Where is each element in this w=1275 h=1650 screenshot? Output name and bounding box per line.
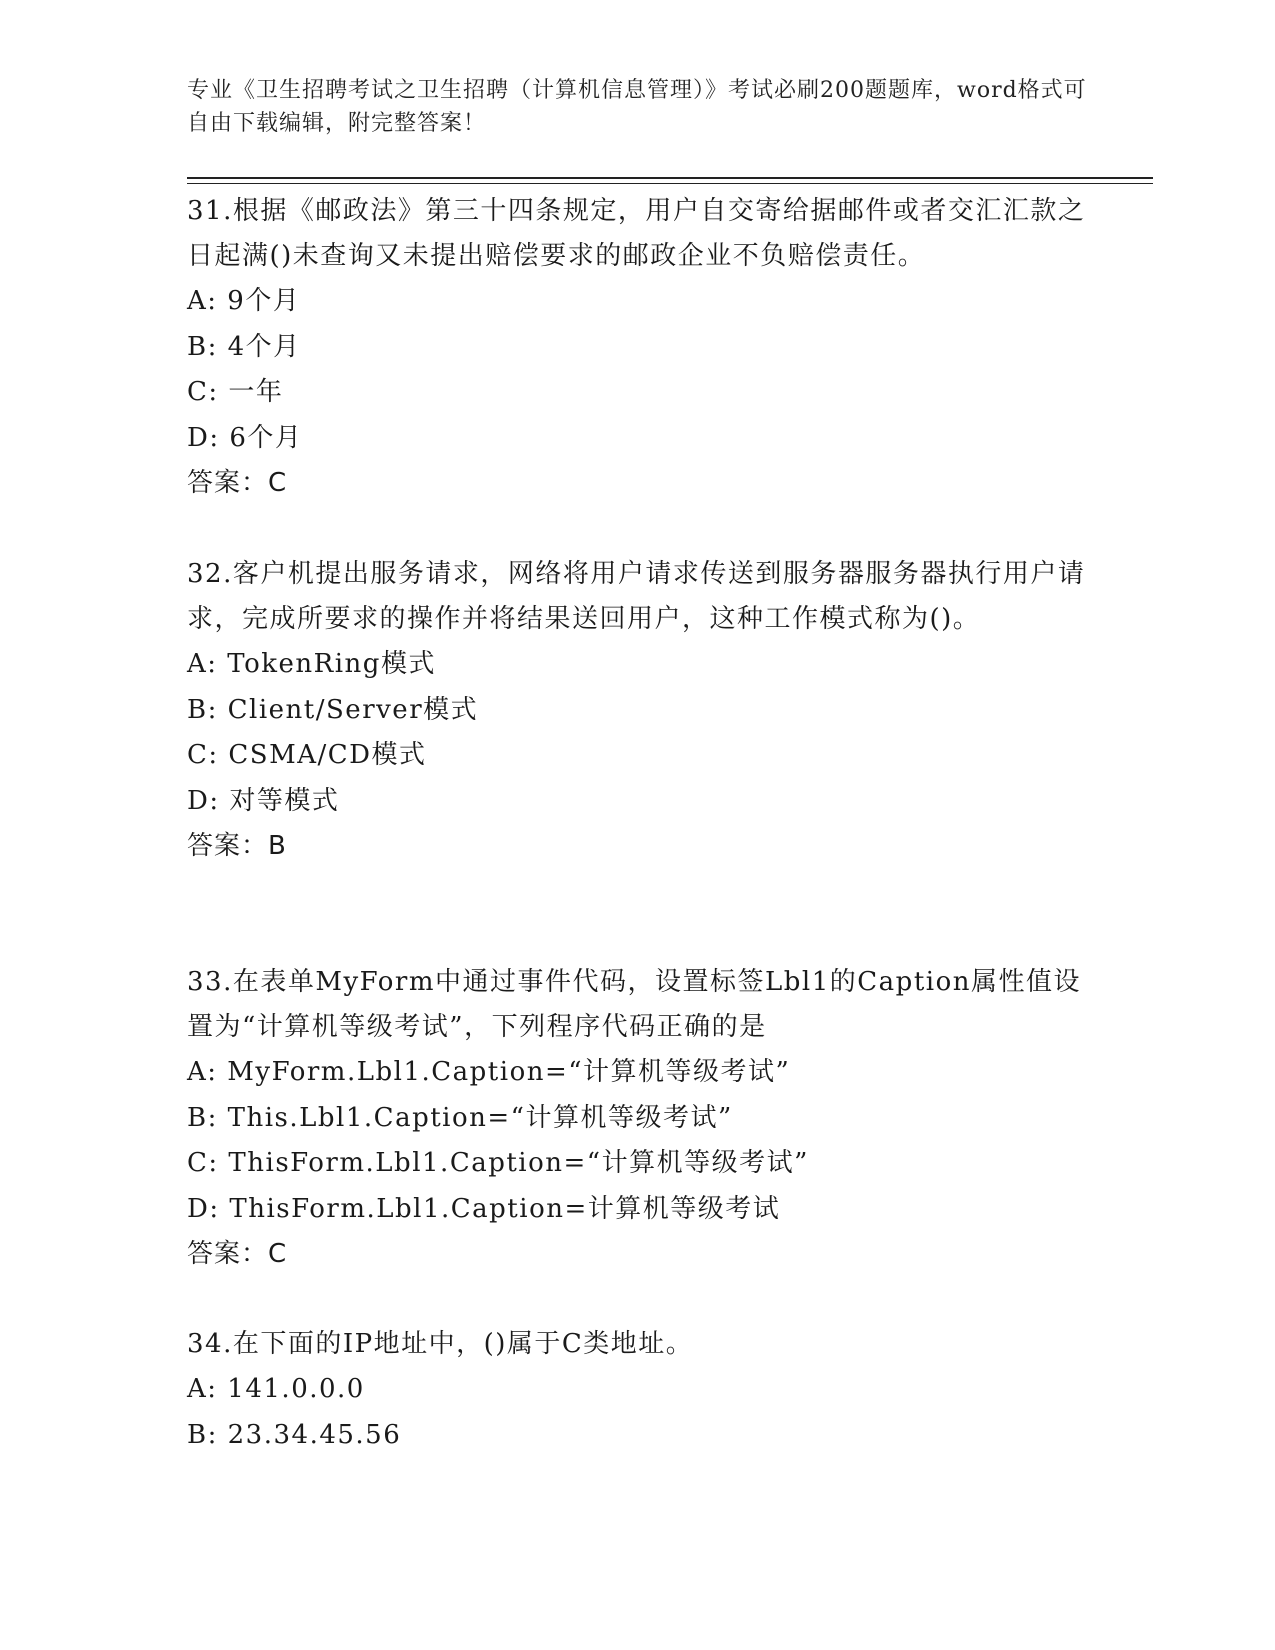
- question-stem: 31.根据《邮政法》第三十四条规定，用户自交寄给据邮件或者交汇汇款之日起满()未查询又未提出赔偿要求的邮政企业不负赔偿责任。: [187, 196, 1086, 271]
- question-31: [187, 189, 1087, 506]
- question-stem: 34.在下面的IP地址中，()属于C类地址。: [187, 1329, 694, 1359]
- option-d: D: 6个月: [187, 422, 303, 453]
- question-32: [187, 552, 1087, 869]
- option-d: D: 对等模式: [187, 785, 340, 816]
- option-a: A: 141.0.0.0: [187, 1374, 365, 1404]
- question-34: [187, 1322, 1087, 1458]
- question-stem: 33.在表单MyForm中通过事件代码，设置标签Lbl1的Caption属性值设置为“计算机等级考试”，下列程序代码正确的是: [187, 967, 1081, 1042]
- option-b: B: 4个月: [187, 331, 301, 362]
- option-b: B: 23.34.45.56: [187, 1419, 402, 1450]
- question-33: [187, 960, 1087, 1277]
- answer-label: 答案：B: [187, 831, 287, 861]
- option-b: B: This.Lbl1.Caption=“计算机等级考试”: [187, 1102, 733, 1133]
- option-a: A: 9个月: [187, 286, 301, 316]
- option-a: A: TokenRing模式: [187, 649, 436, 679]
- answer-label: 答案：C: [187, 1239, 288, 1269]
- option-c: C: ThisForm.Lbl1.Caption=“计算机等级考试”: [187, 1148, 809, 1178]
- document-header: 专业《卫生招聘考试之卫生招聘（计算机信息管理）》考试必刷200题题库，word格式可自由下载编辑，附完整答案！: [187, 78, 1087, 136]
- header-rule-thick: [187, 177, 1153, 179]
- option-d: D: ThisForm.Lbl1.Caption=计算机等级考试: [187, 1193, 781, 1224]
- option-c: C: 一年: [187, 377, 284, 407]
- header-rule-thin: [187, 183, 1153, 184]
- option-b: B: Client/Server模式: [187, 694, 479, 725]
- question-stem: 32.客户机提出服务请求，网络将用户请求传送到服务器服务器执行用户请求，完成所要求的操作并将结果送回用户，这种工作模式称为()。: [187, 559, 1086, 634]
- option-a: A: MyForm.Lbl1.Caption=“计算机等级考试”: [187, 1057, 791, 1087]
- answer-label: 答案：C: [187, 468, 288, 498]
- option-c: C: CSMA/CD模式: [187, 740, 427, 770]
